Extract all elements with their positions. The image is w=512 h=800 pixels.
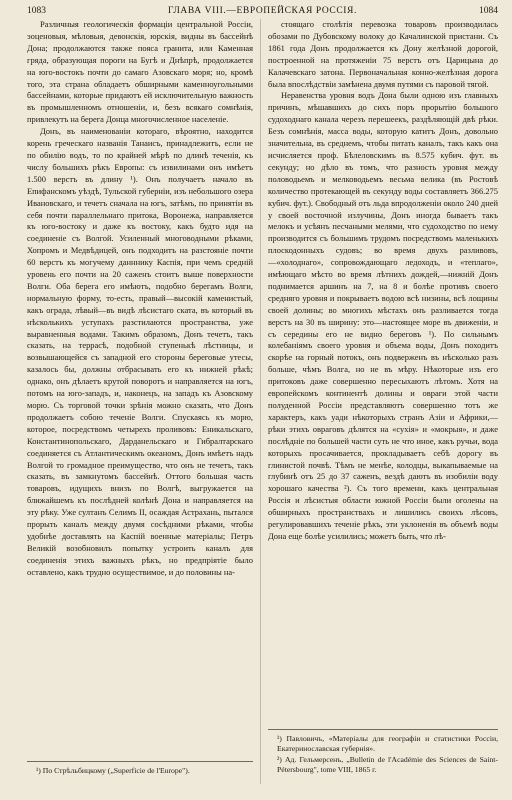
left-column: [27, 19, 253, 759]
paragraph: Неравенства уровня водъ Дона были одною изъ главныхъ причинъ, мѣшавшихъ до сихъ поръ прорытію большого судоходнаго канала черезъ перешеекъ, раздѣляющій двѣ рѣки. Безъ сомнѣнія, масса воды, которую катитъ Донъ, довольно значительна, въ среднемъ, чтобы питать каналъ, такъ какъ она исчисляется проф. Бѣлеловскимъ въ 8.575 кубич. фут. въ секунду; но дѣло въ томъ, что разность уровня между половодьемъ и мелководьемъ весьма велика (въ Ростовѣ количество протекающей въ секунду воды составляетъ 366.275 кубич. фут.). Свободный отъ льда впродолженіи около 240 дней у своей восточной излучины, Донъ иногда бываетъ такъ мелокъ и усѣянъ песчаными мелями, что судоходство по нему производится съ большимъ трудомъ посредствомъ маленькихъ плоскодонныхъ судовъ; во время двухъ разливовъ,—«холоднаго», сопровождающаго ледоходъ, и «теплаго», имѣющаго мѣсто во время лѣтнихъ дождей,—нижній Донъ поднимается аршинъ на 7, на 8 и болѣе противъ своего средняго уровня и покрываетъ водою всѣ низины, всѣ лощины своей долины; во многихъ мѣстахъ онъ разливается тогда верстъ на 30 въ ширину: это—настоящее море въ движеніи, и съ середины его не видно береговъ ¹). По сильнымъ колебаніямъ своего уровня и объема воды, Донъ походитъ скорѣе на горный потокъ, онъ подверженъ въ нѣсколько разъ больше, чѣмъ Волга, но не въ мѣру. Нѣкоторые изъ его притоковъ даже совершенно пересыхаютъ лѣтомъ. Хотя на европейскомъ континентѣ долины и овраги этой части полуденной Россіи представляютъ совершенно тотъ же характеръ, какъ уади нѣкоторыхъ странъ Азіи и Африки,—рѣки этихъ овраговъ дѣлятся на «сухія» и «мокрыя», и даже послѣдніе по большей части суть не что иное, какъ ручьи, вода которыхъ просачивается, прокладываетъ себѣ дорогу въ глинистой почвѣ. Тѣмъ не менѣе, колодцы, выкапываемые на глубинѣ отъ 25 до 37 саженъ, вездѣ даютъ въ изобиліи воду хорошаго качества ²). Съ того времени, какъ центральная Россія и лѣсистыя области южной Россіи были оголены на обширныхъ пространствахъ и лишились своихъ лѣсовъ, регулировавшихъ теченіе рѣкъ, эти уклоненія въ объемѣ воды Дона еще болѣе усилились; можетъ быть, что лѣ-: [268, 90, 498, 541]
right-column: [268, 19, 498, 729]
footnote-rule: [27, 761, 253, 762]
chapter-title: ГЛАВА VIII.—ЕВРОПЕЙСКАЯ РОССІЯ.: [168, 6, 357, 16]
page-number-left: 1083: [27, 6, 46, 16]
footnote: ²) Ад. Гельмерсенъ, „Bulletin de l'Académie des Sciences de Saint-Pétersbourg", tome VIII, 1865 г.: [277, 754, 498, 775]
footnote: ¹) Павловичъ, «Матеріалы для географіи и статистики Россіи, Екатеринославская губернія».: [277, 734, 498, 754]
running-header: [27, 5, 498, 17]
column-divider: [260, 19, 261, 784]
page-number-right: 1084: [479, 6, 498, 16]
paragraph: Различныя геологическія формаціи центральной Россіи, эоценовыя, мѣловыя, девонскія, юрскія, видны въ бассейнѣ Дона; продолжаются также пояса гранита, или Каменная гряда, образующая пороги на Бугѣ и Днѣпрѣ, продолжается на юго-востокъ почти до самаго Азовскаго моря; но, кромѣ того, эта страна обладаетъ обширными каменноугольными бассейнами, которые придаютъ ей исключительную важность въ промышленномъ отношеніи, и, безъ всякаго сомнѣнія, привлекутъ на берега Донца многочисленное населеніе.: [27, 19, 253, 125]
footnotes-right: [268, 734, 498, 776]
footnote-rule: [268, 729, 498, 730]
paragraph: стоящаго столѣтія перевозка товаровъ производилась обозами по Дубовскому волоку до Качалинской пристани. Съ 1861 года Донъ продолжается къ Дону желѣзной дорогой, построенной на протяженіи 75 верстъ отъ Царицына до Калачевскаго затона. Первоначальная конно-желѣзная дорога была впослѣдствіи замѣнена двумя путями съ паровой тягой.: [268, 19, 498, 89]
paragraph: Донъ, въ наименованіи котораго, вѣроятно, находится корень греческаго названія Танаисъ, принадлежитъ, если не по обилію водъ, то по крайней мѣрѣ по длинѣ теченія, къ числу большихъ рѣкъ Европы: съ извилинами онъ имѣетъ 1.500 верстъ въ длину ¹). Онъ получаетъ начало въ Епифанскомъ уѣздѣ, Тульской губерніи, изъ небольшого озера Ивановскаго, и течетъ сначала на югъ, затѣмъ, по принятіи въ себя почти параллельнаго притока, Воронежа, направляется къ юго-востоку и даже къ востоку, какъ будто идя на соединеніе съ Волгой. Усиленный многоводными рѣками, Хопромъ и Медвѣдицей, онъ подходитъ на разстояніе почти 60 верстъ къ могучему данннику Каспія, при чемъ средній уровень его почти на 20 саженъ стоитъ выше поверхности Волги. Оба берега его имѣютъ, подобно берегамъ Волги, нормальную форму, то-есть, правый—высокій каменистый, какъ ограда, лѣвый—въ видѣ лѣсистаго ската, въ который въ нѣсколькихъ уступахъ разстилаются пространства, уже выравненныя водами. Такимъ образомъ, Донъ течетъ, такъ сказать, на террасѣ, подобной ступенькѣ лѣстницы, и возвышающейся съ западной его стороны береговые утесы, казалось бы, должны отбрасывать его къ нижней рѣкѣ; однако, онъ дѣлаетъ крутой поворотъ и направляется на югъ, потомъ на юго-западъ, и, наконецъ, на западъ къ Азовскому морю. Съ торговой точки зрѣнія можно сказать, что Донъ продолжаетъ собою теченіе Волги. Спускаясь къ морю, которое, посредствомъ четырехъ проливовъ: Еникальскаго, Константинопольскаго, Дарданельскаго и Гибралтарскаго соединяется съ Атлантическимъ океаномъ, Донъ имѣетъ надъ Волгой то громадное преимущество, что онъ не течетъ, такъ сказать, въ замкнутомъ бассейнѣ. Оттого большая часть товаровъ, идущихъ внизъ по Волгѣ, выгружается на ближайшемъ къ послѣдней колѣнѣ Дона и направляется на эту рѣку. Уже султанъ Селимъ II, осаждая Астрахань, пытался прорыть каналъ между двумя сосѣдними рѣками, чтобы удобнѣе доставлять на Каспій военные матеріалы; Петръ Великій возобновилъ попытку устроить каналъ для соединенія этихъ важныхъ рѣкъ, но предпріятіе было оставлено, какъ трудно осуществимое, и до половины на-: [27, 126, 253, 577]
footnote: ¹) По Стрѣльбицкому („Superficie de l'Europe").: [36, 766, 190, 775]
footnotes-left: [27, 766, 253, 776]
